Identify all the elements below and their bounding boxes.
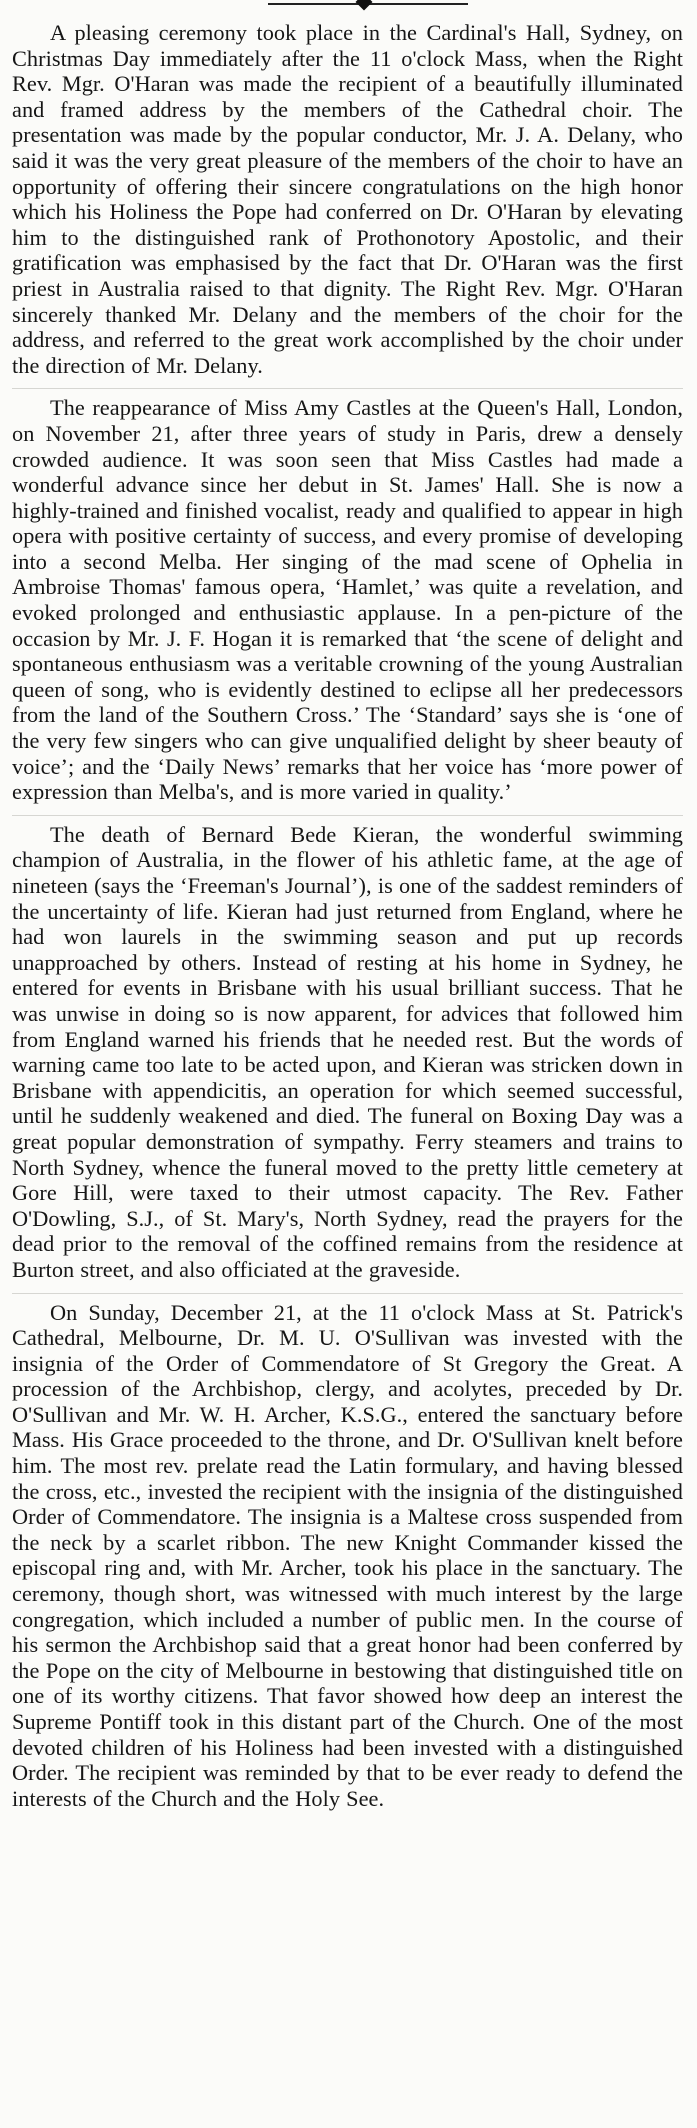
paragraph-amy-castles: The reappearance of Miss Amy Castles at the Queen's Hall, London, on November 21, after three years of study in Paris, drew a densely crowded audience. It was soon seen that Miss Castles had made a wonderful advance since her debut in St. James' Hall. She is now a highly-trained and finished vocalist, ready and qualified to appear in high opera with positive certainty of success, and every promise of developing into a second Melba. Her singing of the mad scene of Ophelia in Ambroise Thomas' famous opera, ‘Hamlet,’ was quite a revelation, and evoked prolonged and enthusiastic applause. In a pen-picture of the occasion by Mr. J. F. Hogan it is remarked that ‘the scene of delight and spontaneous enthusiasm was a veritable crowning of the young Australian queen of song, who is evidently destined to eclipse all her predecessors from the land of the Southern Cross.’ The ‘Standard’ says she is ‘one of the very few singers who can give unqualified delight by sheer beauty of voice’; and the ‘Daily News’ remarks that her voice has ‘more power of expression than Melba's, and is more varied in quality.’ [12,388,683,805]
paragraph-osullivan-investiture: On Sunday, December 21, at the 11 o'clock Mass at St. Patrick's Cathedral, Melbourne, Dr. M. U. O'Sullivan was invested with the insignia of the Order of Commendatore of St Gregory the Great. A procession of the Archbishop, clergy, and acolytes, preceded by Dr. O'Sullivan and Mr. W. H. Archer, K.S.G., entered the sanctuary before Mass. His Grace proceeded to the throne, and Dr. O'Sullivan knelt before him. The most rev. prelate read the Latin formulary, and having blessed the cross, etc., invested the recipient with the insignia of the distinguished Order of Commendatore. The insignia is a Maltese cross suspended from the neck by a scarlet ribbon. The new Knight Commander kissed the episcopal ring and, with Mr. Archer, took his place in the sanctuary. The ceremony, though short, was witnessed with much interest by the large congregation, which included a number of public men. In the course of his sermon the Archbishop said that a great honor had been conferred by the Pope on the city of Melbourne in bestowing that distinguished title on one of its worthy citizens. That favor showed how deep an interest the Supreme Pontiff took in this distant part of the Church. One of the most devoted children of his Holiness had been invested with a distinguished Order. The recipient was reminded by that to be ever ready to defend the interests of the Church and the Holy See. [12,1293,683,1812]
header-ornament [268,0,468,12]
news-column [12,20,683,1811]
paragraph-kieran-death: The death of Bernard Bede Kieran, the wonderful swimming champion of Australia, in the flower of his athletic fame, at the age of nineteen (says the ‘Freeman's Journal’), is one of the saddest reminders of the uncertainty of life. Kieran had just returned from England, where he had won laurels in the swimming season and put up records unapproached by others. Instead of resting at his home in Sydney, he entered for events in Brisbane with his usual brilliant success. That he was unwise in doing so is now apparent, for advices that followed him from England warned his friends that he needed rest. But the words of warning came too late to be acted upon, and Kieran was stricken down in Brisbane with appendicitis, an operation for which seemed successful, until he suddenly weakened and died. The funeral on Boxing Day was a great popular demonstration of sympathy. Ferry steamers and trains to North Sydney, whence the funeral moved to the pretty little cemetery at Gore Hill, were taxed to their utmost capacity. The Rev. Father O'Dowling, S.J., of St. Mary's, North Sydney, read the prayers for the dead prior to the removal of the coffined remains from the residence at Burton street, and also officiated at the graveside. [12,815,683,1283]
paragraph-ohara-choir-address: A pleasing ceremony took place in the Cardinal's Hall, Sydney, on Christmas Day immediately after the 11 o'clock Mass, when the Right Rev. Mgr. O'Haran was made the recipient of a beautifully illuminated and framed address by the members of the Cathedral choir. The presentation was made by the popular conductor, Mr. J. A. Delany, who said it was the very great pleasure of the members of the choir to have an opportunity of offering their sincere congratulations on the high honor which his Holiness the Pope had conferred on Dr. O'Haran by elevating him to the distinguished rank of Prothonotory Apostolic, and their gratification was emphasised by the fact that Dr. O'Haran was the first priest in Australia raised to that dignity. The Right Rev. Mgr. O'Haran sincerely thanked Mr. Delany and the members of the choir for the address, and referred to the great work accomplished by the choir under the direction of Mr. Delany. [12,20,683,378]
ornament-diamond [356,0,373,10]
